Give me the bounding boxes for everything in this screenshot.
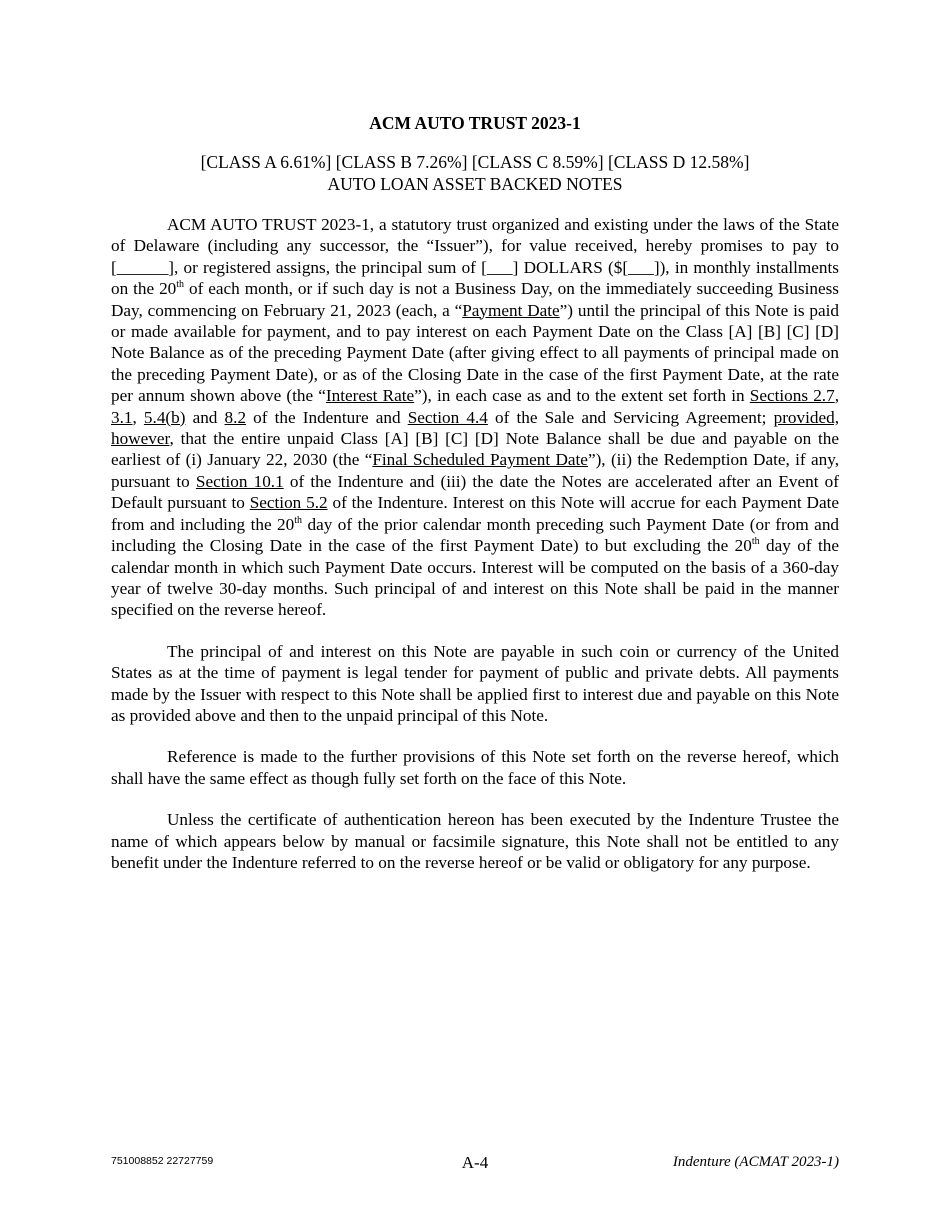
ref-section-10-1: Section 10.1 <box>195 471 284 491</box>
footer-doc-title: Indenture (ACMAT 2023-1) <box>672 1154 839 1170</box>
ref-sections-2-7: Sections 2.7 <box>749 386 835 406</box>
document-body <box>111 214 839 893</box>
paragraph-1: ACM AUTO TRUST 2023-1, a statutory trust organized and existing under the laws of the State of Delaware (including any successor, the “Issuer”), for value received, hereby promises to pay to [______], or registered assigns, the principal sum of [___] DOLLARS ($[___]), in monthly installments on the 20th of each month, or if such day is not a Business Day, on the immediately succeeding Business Day, commencing on February 21, 2023 (each, a “Payment Date”) until the principal of this Note is paid or made available for payment, and to pay interest on each Payment Date on the Class [A] [B] [C] [D] Note Balance as of the preceding Payment Date (after giving effect to all payments of principal made on the preceding Payment Date), or as of the Closing Date in the case of the first Payment Date, at the rate per annum shown above (the “Interest Rate”), in each case as and to the extent set forth in Sections 2.7, 3.1, 5.4(b) and 8.2 of the Indenture and Section 4.4 of the Sale and Servicing Agreement; provided, however, that the entire unpaid Class [A] [B] [C] [D] Note Balance shall be due and payable on the earliest of (i) January 22, 2030 (the “Final Scheduled Payment Date”), (ii) the Redemption Date, if any, pursuant to Section 10.1 of the Indenture and (iii) the date the Notes are accelerated after an Event of Default pursuant to Section 5.2 of the Indenture. Interest on this Note will accrue for each Payment Date from and including the 20th day of the prior calendar month preceding such Payment Date (or from and including the Closing Date in the case of the first Payment Date) to but excluding the 20th day of the calendar month in which such Payment Date occurs. Interest will be computed on the basis of a 360-day year of twelve 30-day months. Such principal of and interest on this Note shall be paid in the manner specified on the reverse hereof. <box>111 215 840 620</box>
document-title: ACM AUTO TRUST 2023-1 <box>369 113 581 133</box>
term-final-scheduled-payment-date: Final Scheduled Payment Date <box>372 450 588 470</box>
ref-section-5-2: Section 5.2 <box>249 493 328 513</box>
ref-3-1: 3.1 <box>111 407 133 427</box>
term-payment-date: Payment Date <box>462 300 560 320</box>
footer-doc-id: 751008852 22727759 <box>111 1155 214 1167</box>
paragraph-2: The principal of and interest on this Note are payable in such coin or currency of the United States as at the time of payment is legal tender for payment of public and private debts. All payments made by the Issuer with respect to this Note shall be applied first to interest due and payable on this Note as provided above and then to the unpaid principal of this Note. <box>111 641 839 725</box>
ref-section-4-4: Section 4.4 <box>407 407 488 427</box>
paragraph-4: Unless the certificate of authentication hereon has been executed by the Indenture Trustee the name of which appears below by manual or facsimile signature, this Note shall not be entitled to any benefit under the Indenture referred to on the reverse hereof or be valid or obligatory for any purpose. <box>111 810 839 872</box>
paragraph-3: Reference is made to the further provisions of this Note set forth on the reverse hereof, which shall have the same effect as though fully set forth on the face of this Note. <box>111 747 839 788</box>
subtitle-classes: [CLASS A 6.61%] [CLASS B 7.26%] [CLASS C 8.59%] [CLASS D 12.58%] <box>200 152 750 172</box>
ref-8-2: 8.2 <box>224 407 247 427</box>
footer-page-number: A-4 <box>461 1153 489 1172</box>
term-provided-however: provided, however <box>111 407 839 449</box>
document-subtitle <box>0 152 950 195</box>
ref-5-4b: 5.4(b) <box>143 407 186 427</box>
subtitle-notes: AUTO LOAN ASSET BACKED NOTES <box>327 173 623 194</box>
term-interest-rate: Interest Rate <box>325 386 415 406</box>
